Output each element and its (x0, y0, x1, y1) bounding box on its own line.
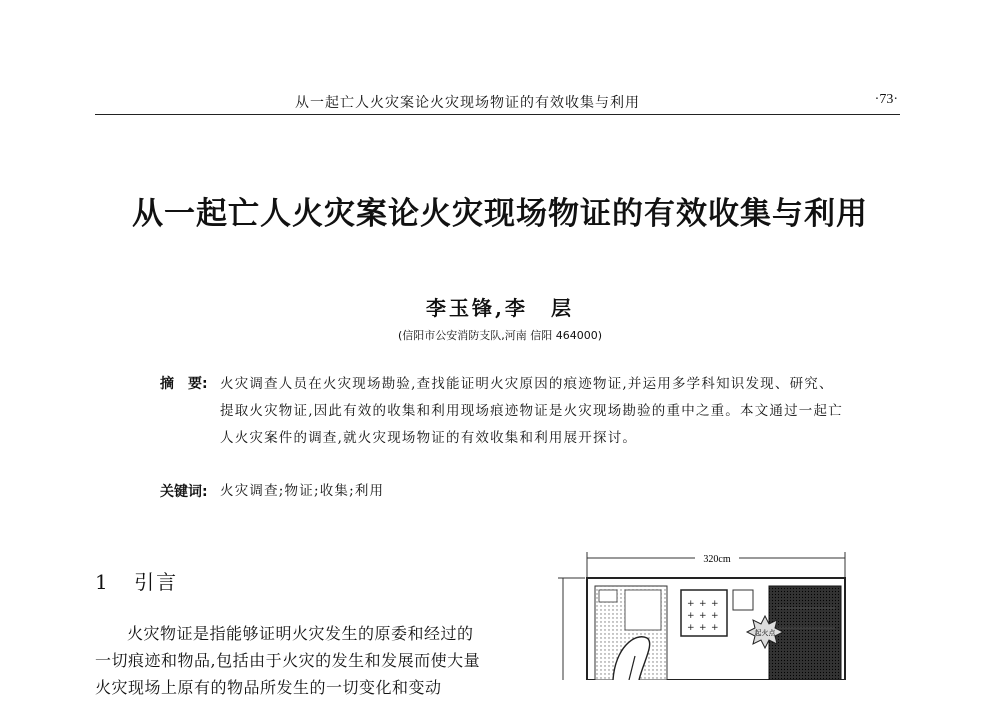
svg-text:+: + (711, 599, 719, 609)
svg-text:+: + (687, 599, 695, 609)
section-heading (95, 566, 178, 595)
section-number: 1 (95, 570, 110, 594)
svg-text:+: + (687, 611, 695, 621)
fire-origin-label: 起火点 (754, 629, 776, 637)
running-title: 从一起亡人火灾案论火灾现场物证的有效收集与利用 (295, 95, 640, 111)
svg-text:+: + (687, 623, 695, 633)
floor-plan-diagram (555, 548, 855, 680)
svg-text:+: + (711, 623, 719, 633)
keywords-text: 火灾调查;物证;收集;利用 (220, 483, 385, 499)
floor-plan-figure (555, 548, 855, 680)
svg-text:+: + (699, 599, 707, 609)
section-title: 引言 (134, 570, 179, 594)
pillow (599, 590, 617, 602)
body-paragraph: 火灾物证是指能够证明火灾发生的原委和经过的一切痕迹和物品,包括由于火灾的发生和发展而使大量火灾现场上原有的物品所发生的一切变化和变动 (95, 624, 481, 697)
page-number: ·73· (874, 92, 898, 107)
paper-title: 从一起亡人火灾案论火灾现场物证的有效收集与利用 (132, 196, 868, 232)
dimension-label: 320cm (703, 554, 731, 565)
svg-text:+: + (699, 623, 707, 633)
keywords-label: 关键词: (160, 484, 208, 500)
abstract-text: 火灾调查人员在火灾现场勘验,查找能证明火灾原因的痕迹物证,并运用多学科知识发现、研究、提取火灾物证,因此有效的收集和利用现场痕迹物证是火灾现场勘验的重中之重。本文通过一起亡人火灾案件的调查,就火灾现场物证的有效收集和利用展开探讨。 (220, 376, 843, 446)
authors: 李玉锋,李 层 (426, 296, 574, 320)
table-grid (687, 599, 719, 633)
affiliation: (信阳市公安消防支队,河南 信阳 464000) (397, 329, 603, 342)
running-header (95, 88, 900, 115)
small-box (733, 590, 753, 610)
abstract-label: 摘 要: (160, 376, 208, 392)
cabinet (625, 590, 661, 630)
svg-text:+: + (711, 611, 719, 621)
svg-text:+: + (699, 611, 707, 621)
